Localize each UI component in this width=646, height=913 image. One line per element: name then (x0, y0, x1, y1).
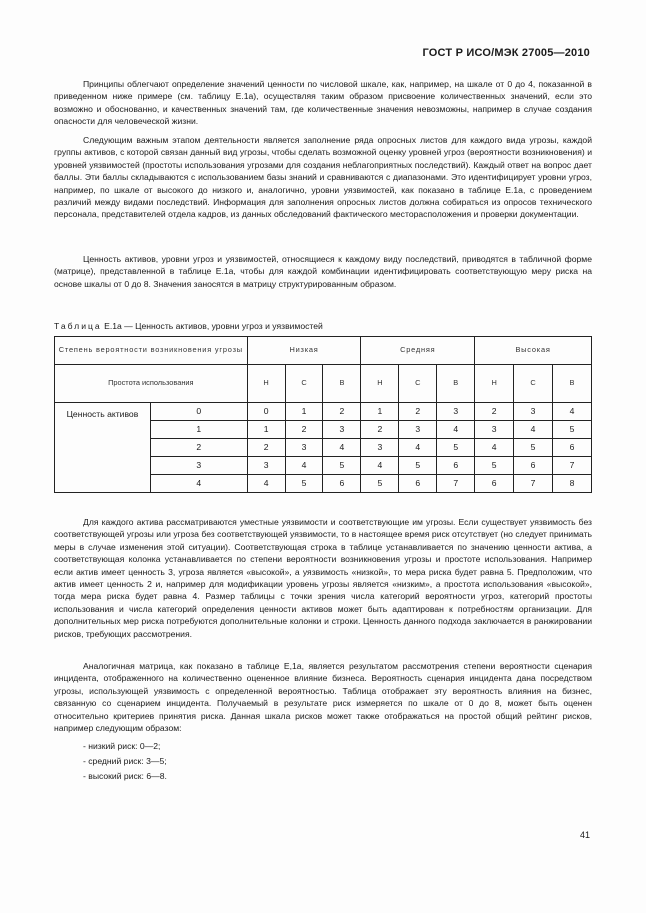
paragraph-incident-scenario: Аналогичная матрица, как показано в таблице Е,1а, является результатом рассмотрения степени вероятности сценария инцидента, отображенного на количественно оцененное влияние бизнеса. Вероятность сценария инцидента дана посредством угрозы, использующей уязвимость с определенной вероятностью. Таблица отображает эту вероятность влияния на бизнес, связанную со сценарием инцидента. Получаемый в результате риск измеряется по шкале от 0 до 8, может быть оценен относительно критериев принятия риска. Данная шкала рисков может также отображаться на простой общий рейтинг рисков, например следующим образом: (54, 661, 592, 734)
risk-cell: 5 (285, 475, 323, 493)
risk-cell: 2 (475, 403, 514, 421)
risk-cell: 0 (247, 403, 285, 421)
asset-value: 2 (150, 439, 247, 457)
risk-cell: 2 (323, 403, 361, 421)
risk-cell: 6 (475, 475, 514, 493)
asset-value: 1 (150, 421, 247, 439)
standard-header: ГОСТ Р ИСО/МЭК 27005—2010 (422, 47, 590, 59)
ease-level: С (399, 365, 437, 403)
ease-level: Н (247, 365, 285, 403)
ease-level: В (437, 365, 475, 403)
risk-cell: 5 (475, 457, 514, 475)
risk-cell: 4 (285, 457, 323, 475)
risk-cell: 4 (323, 439, 361, 457)
risk-cell: 4 (437, 421, 475, 439)
risk-cell: 3 (323, 421, 361, 439)
ease-level: С (285, 365, 323, 403)
risk-cell: 1 (285, 403, 323, 421)
risk-cell: 3 (247, 457, 285, 475)
risk-cell: 3 (285, 439, 323, 457)
ease-level: С (514, 365, 553, 403)
risk-cell: 5 (399, 457, 437, 475)
asset-value: 3 (150, 457, 247, 475)
ease-level: В (553, 365, 592, 403)
risk-cell: 7 (437, 475, 475, 493)
ease-level: Н (361, 365, 399, 403)
risk-cell: 6 (514, 457, 553, 475)
risk-cell: 4 (514, 421, 553, 439)
table-caption-title: Е.1а — Ценность активов, уровни угроз и уязвимостей (101, 321, 323, 331)
paragraph-principles: Принципы облегчают определение значений ценности по числовой шкале, как, например, на шкале от 0 до 4, показанной в приведенном ниже примере (см. таблицу Е.1а), осуществляя таким образом присвоение количественных значений, если это возможно и обоснованно, и качественных значений там, где количественные значения невозможны, например в случае создания опасности для человеческой жизни. (54, 79, 592, 127)
risk-cell: 3 (361, 439, 399, 457)
risk-cell: 3 (437, 403, 475, 421)
risk-cell: 4 (475, 439, 514, 457)
risk-cell: 1 (361, 403, 399, 421)
risk-cell: 5 (361, 475, 399, 493)
risk-cell: 3 (475, 421, 514, 439)
threat-header: Степень вероятности возникновения угрозы (55, 337, 248, 365)
page-number: 41 (579, 830, 590, 840)
risk-cell: 1 (247, 421, 285, 439)
asset-value-label: Ценность активов (55, 403, 151, 493)
risk-cell: 2 (399, 403, 437, 421)
risk-cell: 4 (361, 457, 399, 475)
table-caption-word: Таблица (54, 321, 102, 331)
risk-cell: 6 (553, 439, 592, 457)
risk-cell: 4 (399, 439, 437, 457)
risk-cell: 2 (361, 421, 399, 439)
paragraph-questionnaires: Следующим важным этапом деятельности является заполнение ряда опросных листов для каждого вида угрозы, каждой группы активов, с которой связан данный вид угрозы, чтобы сделать возможной оценку уровней угроз (вероятности возникновения) и уровней уязвимостей (простоты использования угрозами для создания неблагоприятных последствий). Каждый ответ на вопрос дает баллы. Эти баллы складываются с использованием базы знаний и сравниваются с диапазонами. Это идентифицирует уровни угроз, например, по шкале от высокого до низкого и, аналогично, уровни уязвимостей, как показано в таблице Е.1а, с проведением различий между видами последствий. Информация для заполнения опросных листов должна собираться из опросов технического персонала, представителей отдела кадров, из данных обследований фактического месторасположения и проверки документации. (54, 135, 592, 220)
asset-value: 4 (150, 475, 247, 493)
risk-cell: 6 (323, 475, 361, 493)
asset-value: 0 (150, 403, 247, 421)
risk-cell: 8 (553, 475, 592, 493)
risk-cell: 5 (437, 439, 475, 457)
ease-header: Простота использования (55, 365, 248, 403)
risk-cell: 7 (553, 457, 592, 475)
paragraph-matrix-intro: Ценность активов, уровни угроз и уязвимостей, относящиеся к каждому виду последствий, приводятся в табличной форме (матрице), представленной в таблице Е.1а, чтобы для каждой комбинации идентифицировать соответствующую меру риска на основе шкалы от 0 до 8. Значения заносятся в матрицу структурированным образом. (54, 254, 592, 289)
risk-cell: 3 (399, 421, 437, 439)
risk-cell: 4 (553, 403, 592, 421)
paragraph-matrix-usage: Для каждого актива рассматриваются уместные уязвимости и соответствующие им угрозы. Если существует уязвимость без соответствующей угрозы или угроза без соответствующей уязвимости, то в настоящее время риск отсутствует (но следует принимать меры в случае изменения этой ситуации). Соответствующая строка в таблице устанавливается по значению ценности актива, а соответствующая колонка устанавливается по степени вероятности возникновения угрозы и простоте использования. Например если актив имеет ценность 3, угроза является «высокой», а уязвимость «низкой», то мера риска будет равна 5. Предположим, что актив имеет ценность 2 и, например для модификации уровень угрозы является «низким», а простота использования «высокой», тогда мера риска будет равна 4. Размер таблицы с точки зрения числа категорий вероятности угроз, категорий простоты использования и числа категорий определения ценности активов может быть адаптирован к потребностям организации. Для дополнительных мер риска потребуются дополнительные колонки и строки. Ценность данного подхода заключается в ранжировании рисков, требующих рассмотрения. (54, 517, 592, 639)
risk-cell: 5 (553, 421, 592, 439)
risk-cell: 4 (247, 475, 285, 493)
threat-level-medium: Средняя (361, 337, 475, 365)
risk-cell: 5 (323, 457, 361, 475)
table-caption (54, 320, 323, 332)
list-item: - низкий риск: 0—2; (83, 741, 161, 751)
risk-cell: 6 (437, 457, 475, 475)
list-item: - средний риск: 3—5; (83, 756, 167, 766)
list-item: - высокий риск: 6—8. (83, 771, 167, 781)
ease-level: Н (475, 365, 514, 403)
threat-level-low: Низкая (247, 337, 361, 365)
threat-level-high: Высокая (475, 337, 592, 365)
risk-rating-list (83, 740, 167, 785)
risk-matrix-table (54, 336, 592, 493)
risk-cell: 2 (247, 439, 285, 457)
table-row (55, 403, 592, 421)
risk-cell: 2 (285, 421, 323, 439)
risk-cell: 6 (399, 475, 437, 493)
ease-level: В (323, 365, 361, 403)
risk-cell: 5 (514, 439, 553, 457)
risk-cell: 3 (514, 403, 553, 421)
risk-cell: 7 (514, 475, 553, 493)
